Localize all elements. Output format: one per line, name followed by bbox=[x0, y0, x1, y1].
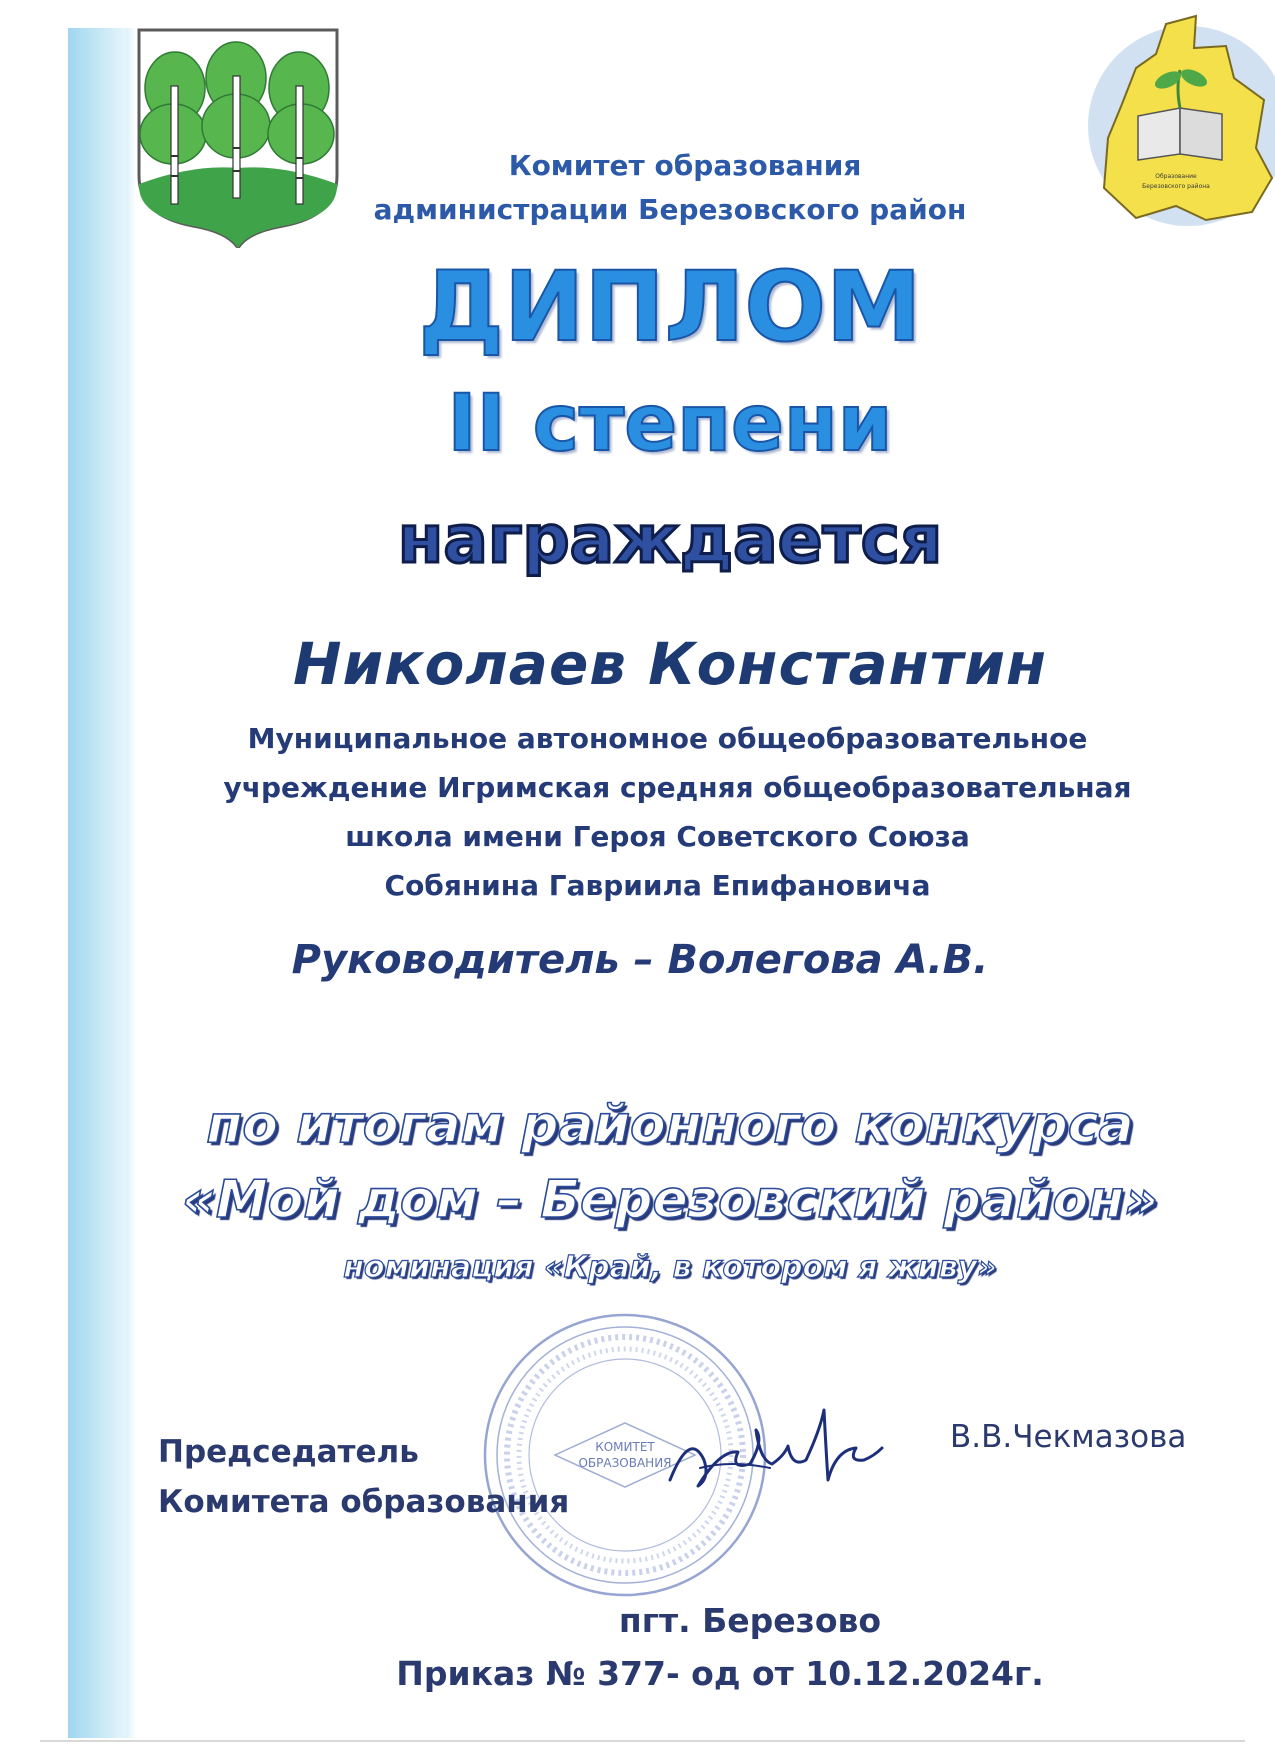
diploma-degree: II степени bbox=[447, 379, 893, 469]
signer-position-line-1: Председатель bbox=[158, 1434, 419, 1470]
emblem-caption-line2: Березовского района bbox=[1142, 183, 1210, 190]
diploma-title: ДИПЛОМ bbox=[418, 251, 922, 363]
stamp-center-line1: КОМИТЕТ bbox=[595, 1440, 655, 1454]
recipient-name: Николаев Константин bbox=[292, 630, 1048, 698]
bottom-edge-line bbox=[40, 1740, 1245, 1742]
organization-line-2: администрации Березовского район bbox=[373, 193, 967, 226]
signer-name: В.В.Чекмазова bbox=[950, 1419, 1187, 1455]
handwritten-signature-icon bbox=[660, 1390, 890, 1510]
contest-title: «Мой дом – Березовский район» bbox=[182, 1170, 1158, 1230]
place-line: пгт. Березово bbox=[618, 1601, 882, 1640]
nomination-line: номинация «Край, в котором я живу» bbox=[343, 1250, 997, 1285]
signer-position-line-2: Комитета образования bbox=[158, 1484, 570, 1520]
order-line: Приказ № 377- од от 10.12.2024г. bbox=[396, 1654, 1044, 1693]
school-line-3: школа имени Героя Советского Союза bbox=[345, 820, 970, 853]
school-line-1: Муниципальное автономное общеобразовательное bbox=[247, 722, 1088, 755]
supervisor-line: Руководитель – Волегова А.В. bbox=[291, 937, 989, 983]
awarded-heading: награждается bbox=[397, 501, 943, 578]
contest-line-1: по итогам районного конкурса bbox=[206, 1095, 1134, 1155]
school-line-2: учреждение Игримская средняя общеобразовательная bbox=[223, 771, 1132, 804]
school-line-4: Собянина Гавриила Епифановича bbox=[384, 869, 931, 902]
emblem-caption-line1: Образование bbox=[1155, 173, 1197, 180]
organization-line-1: Комитет образования bbox=[508, 149, 862, 182]
stamp-center-line2: ОБРАЗОВАНИЯ bbox=[578, 1456, 672, 1470]
